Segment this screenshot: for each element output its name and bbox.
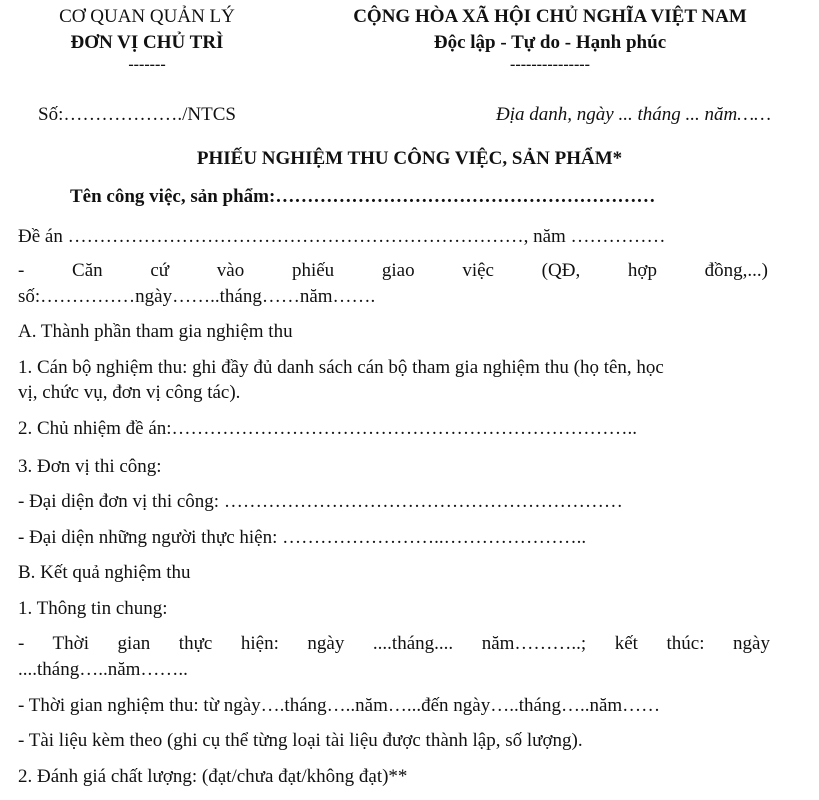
execution-time: - Thời gian thực hiện: ngày ....tháng.... năm………..; kết thúc: ngày — [18, 633, 770, 654]
general-info-heading: 1. Thông tin chung: — [18, 598, 168, 619]
item-1-text: 1. Cán bộ nghiệm thu: ghi đầy đủ danh sách cán bộ tham gia nghiệm thu (họ tên, học — [18, 357, 664, 378]
issuing-agency: CƠ QUAN QUẢN LÝ — [59, 6, 235, 27]
work-product-name: Tên công việc, sản phẩm:…………………………………………………… — [70, 186, 656, 207]
national-title: CỘNG HÒA XÃ HỘI CHỦ NGHĨA VIỆT NAM — [353, 6, 747, 27]
basis-line-continued: số:……………ngày……..tháng……năm……. — [18, 286, 376, 307]
acceptance-time: - Thời gian nghiệm thu: từ ngày….tháng…..năm…...đến ngày…..tháng…..năm…… — [18, 695, 661, 716]
section-a-heading: A. Thành phần tham gia nghiệm thu — [18, 321, 293, 342]
document-title: PHIẾU NGHIỆM THU CÔNG VIỆC, SẢN PHẨM* — [196, 148, 623, 169]
document-number: Số:………………./NTCS — [38, 104, 236, 125]
execution-time-continued: ....tháng…..năm…….. — [18, 659, 188, 680]
place-date: Địa danh, ngày ... tháng ... năm…… — [496, 104, 771, 125]
item-1-text-continued: vị, chức vụ, đơn vị công tác). — [18, 382, 241, 403]
item-2-project-leader: 2. Chủ nhiệm đề án:……………………………………………………………….. — [18, 418, 638, 439]
left-divider: ------- — [128, 56, 166, 73]
right-divider: --------------- — [510, 56, 590, 73]
section-b-heading: B. Kết quả nghiệm thu — [18, 562, 191, 583]
national-motto: Độc lập - Tự do - Hạnh phúc — [433, 32, 667, 53]
contractor-representative: - Đại diện đơn vị thi công: ……………………………………………………… — [18, 491, 623, 512]
attached-documents: - Tài liệu kèm theo (ghi cụ thể từng loại tài liệu được thành lập, số lượng). — [18, 730, 583, 751]
executor-representatives: - Đại diện những người thực hiện: ……………………..………………….. — [18, 527, 587, 548]
basis-line: - Căn cứ vào phiếu giao việc (QĐ, hợp đồng,...) — [18, 260, 768, 281]
item-3-contractor: 3. Đơn vị thi công: — [18, 456, 162, 477]
project-line: Đề án ………………………………………………………………, năm …………… — [18, 226, 666, 247]
quality-assessment: 2. Đánh giá chất lượng: (đạt/chưa đạt/không đạt)** — [18, 766, 408, 787]
host-unit: ĐƠN VỊ CHỦ TRÌ — [70, 32, 224, 53]
